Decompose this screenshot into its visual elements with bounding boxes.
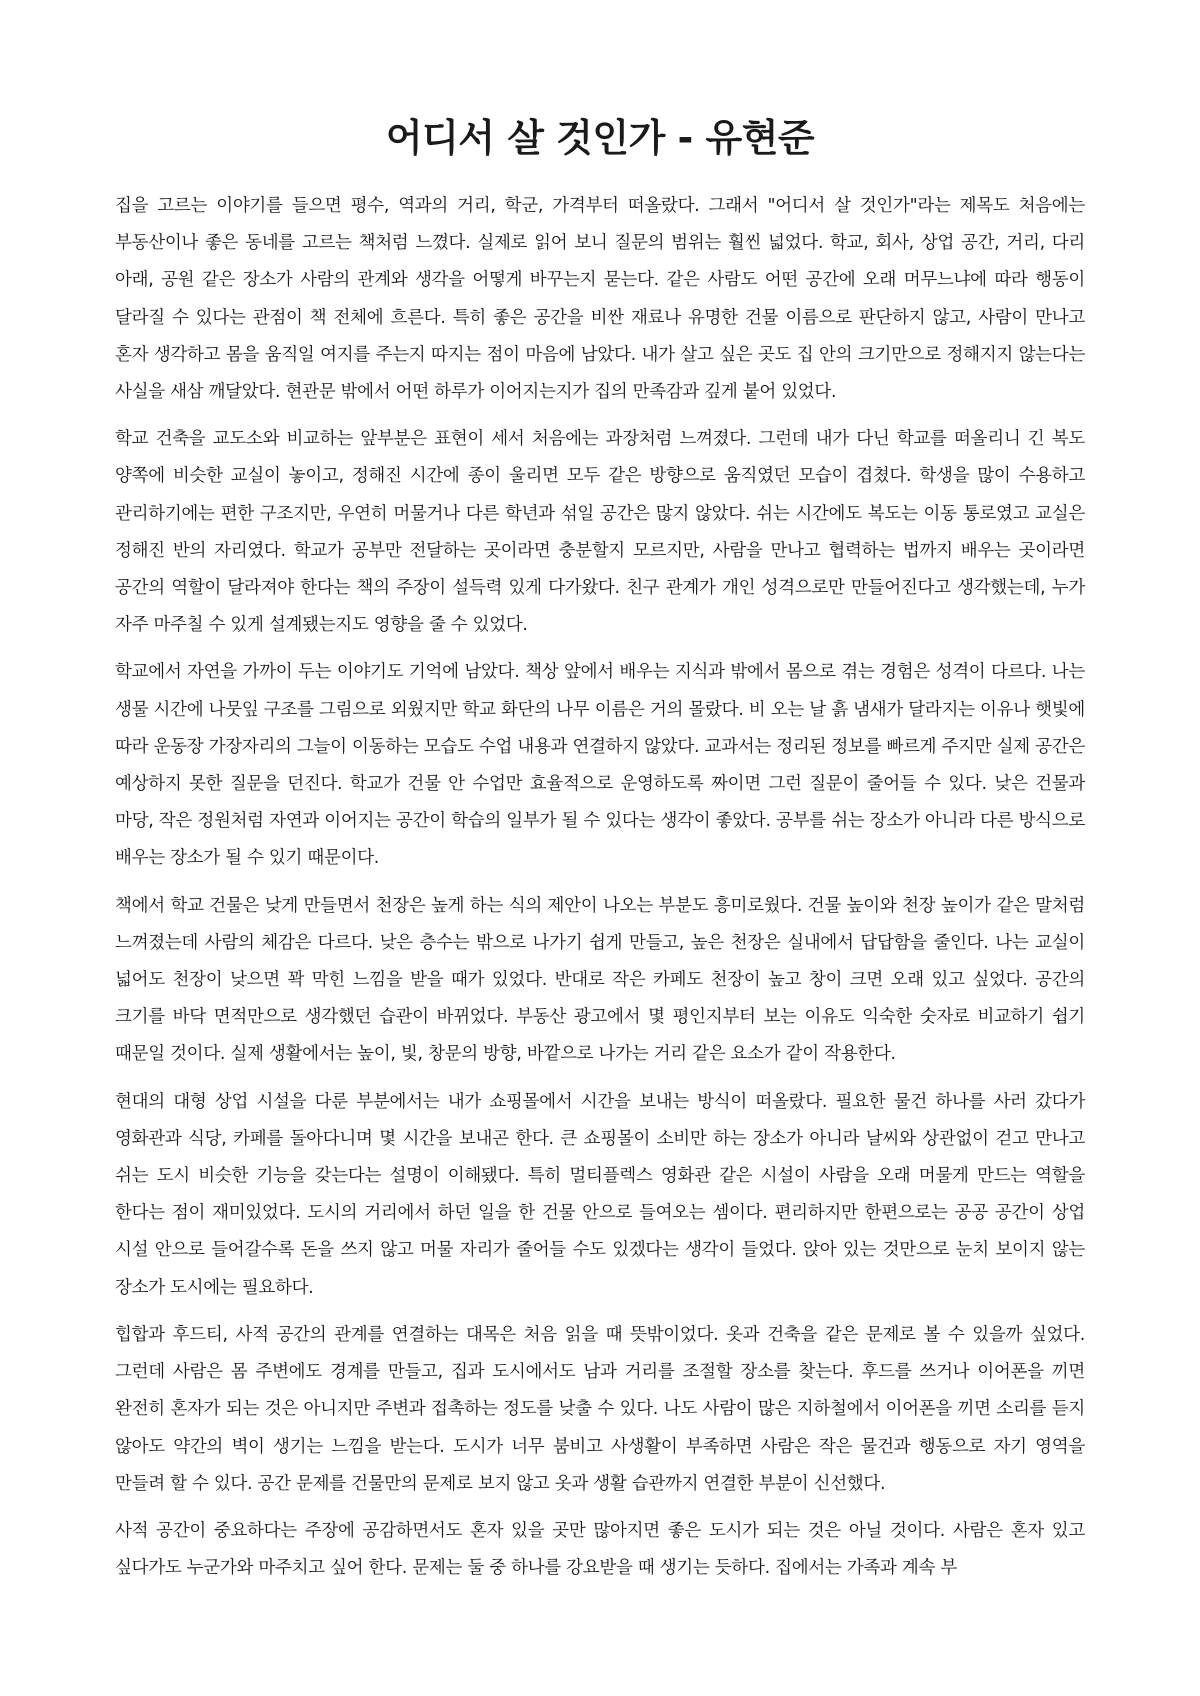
paragraph-3: 학교에서 자연을 가까이 두는 이야기도 기억에 남았다. 책상 앞에서 배우는 지식과 밖에서 몸으로 겪는 경험은 성격이 다르다. 나는 생물 시간에 나뭇잎 구조를 그림으로 외웠지만 학교 화단의 나무 이름은 거의 몰랐다. 비 오는 날 흙 냄새가 달라지는 이유나 햇빛에 따라 운동장 가장자리의 그늘이 이동하는 모습도 수업 내용과 연결하지 않았다. 교과서는 정리된 정보를 빠르게 주지만 실제 공간은 예상하지 못한 질문을 던진다. 학교가 건물 안 수업만 효율적으로 운영하도록 짜이면 그런 질문이 줄어들 수 있다. 낮은 건물과 마당, 작은 정원처럼 자연과 이어지는 공간이 학습의 일부가 될 수 있다는 생각이 좋았다. 공부를 쉬는 장소가 아니라 다른 방식으로 배우는 장소가 될 수 있기 때문이다.	[115, 662, 1085, 869]
paragraph-1: 집을 고르는 이야기를 들으면 평수, 역과의 거리, 학군, 가격부터 떠올랐다. 그래서 "어디서 살 것인가"라는 제목도 처음에는 부동산이나 좋은 동네를 고르는 책처럼 느꼈다. 실제로 읽어 보니 질문의 범위는 훨씬 넓었다. 학교, 회사, 상업 공간, 거리, 다리 아래, 공원 같은 장소가 사람의 관계와 생각을 어떻게 바꾸는지 묻는다. 같은 사람도 어떤 공간에 오래 머무느냐에 따라 행동이 달라질 수 있다는 관점이 책 전체에 흐른다. 특히 좋은 공간을 비싼 재료나 유명한 건물 이름으로 판단하지 않고, 사람이 만나고 혼자 생각하고 몸을 움직일 여지를 주는지 따지는 점이 마음에 남았다. 내가 살고 싶은 곳도 집 안의 크기만으로 정해지지 않는다는 사실을 새삼 깨달았다. 현관문 밖에서 어떤 하루가 이어지는지가 집의 만족감과 깊게 붙어 있었다.	[115, 196, 1085, 403]
document-body	[115, 188, 1085, 1597]
paragraph-2: 학교 건축을 교도소와 비교하는 앞부분은 표현이 세서 처음에는 과장처럼 느껴졌다. 그런데 내가 다닌 학교를 떠올리니 긴 복도 양쪽에 비슷한 교실이 놓이고, 정해진 시간에 종이 울리면 모두 같은 방향으로 움직였던 모습이 겹쳤다. 학생을 많이 수용하고 관리하기에는 편한 구조지만, 우연히 머물거나 다른 학년과 섞일 공간은 많지 않았다. 쉬는 시간에도 복도는 이동 통로였고 교실은 정해진 반의 자리였다. 학교가 공부만 전달하는 곳이라면 충분할지 모르지만, 사람을 만나고 협력하는 법까지 배우는 곳이라면 공간의 역할이 달라져야 한다는 책의 주장이 설득력 있게 다가왔다. 친구 관계가 개인 성격으로만 만들어진다고 생각했는데, 누가 자주 마주칠 수 있게 설계됐는지도 영향을 줄 수 있었다.	[115, 429, 1085, 636]
document-title: 어디서 살 것인가 - 유현준	[385, 116, 815, 160]
paragraph-4: 책에서 학교 건물은 낮게 만들면서 천장은 높게 하는 식의 제안이 나오는 부분도 흥미로웠다. 건물 높이와 천장 높이가 같은 말처럼 느껴졌는데 사람의 체감은 다르다. 낮은 층수는 밖으로 나가기 쉽게 만들고, 높은 천장은 실내에서 답답함을 줄인다. 나는 교실이 넓어도 천장이 낮으면 꽉 막힌 느낌을 받을 때가 있었다. 반대로 작은 카페도 천장이 높고 창이 크면 오래 있고 싶었다. 공간의 크기를 바닥 면적만으로 생각했던 습관이 바뀌었다. 부동산 광고에서 몇 평인지부터 보는 이유도 익숙한 숫자로 비교하기 쉽기 때문일 것이다. 실제 생활에서는 높이, 빛, 창문의 방향, 바깥으로 나가는 거리 같은 요소가 같이 작용한다.	[115, 895, 1085, 1065]
paragraph-7: 사적 공간이 중요하다는 주장에 공감하면서도 혼자 있을 곳만 많아지면 좋은 도시가 되는 것은 아닐 것이다. 사람은 혼자 있고 싶다가도 누군가와 마주치고 싶어 한다. 문제는 둘 중 하나를 강요받을 때 생기는 듯하다. 집에서는 가족과 계속 부	[115, 1520, 1085, 1579]
paragraph-5: 현대의 대형 상업 시설을 다룬 부분에서는 내가 쇼핑몰에서 시간을 보내는 방식이 떠올랐다. 필요한 물건 하나를 사러 갔다가 영화관과 식당, 카페를 돌아다니며 몇 시간을 보내곤 한다. 큰 쇼핑몰이 소비만 하는 장소가 아니라 날씨와 상관없이 걷고 만나고 쉬는 도시 비슷한 기능을 갖는다는 설명이 이해됐다. 특히 멀티플렉스 영화관 같은 시설이 사람을 오래 머물게 만드는 역할을 한다는 점이 재미있었다. 도시의 거리에서 하던 일을 한 건물 안으로 들여오는 셈이다. 편리하지만 한편으로는 공공 공간이 상업 시설 안으로 들어갈수록 돈을 쓰지 않고 머물 자리가 줄어들 수도 있겠다는 생각이 들었다. 앉아 있는 것만으로 눈치 보이지 않는 장소가 도시에는 필요하다.	[115, 1091, 1085, 1298]
paragraph-6: 힙합과 후드티, 사적 공간의 관계를 연결하는 대목은 처음 읽을 때 뜻밖이었다. 옷과 건축을 같은 문제로 볼 수 있을까 싶었다. 그런데 사람은 몸 주변에도 경계를 만들고, 집과 도시에서도 남과 거리를 조절할 장소를 찾는다. 후드를 쓰거나 이어폰을 끼면 완전히 혼자가 되는 것은 아니지만 주변과 접촉하는 정도를 낮출 수 있다. 나도 사람이 많은 지하철에서 이어폰을 끼면 소리를 듣지 않아도 약간의 벽이 생기는 느낌을 받는다. 도시가 너무 붐비고 사생활이 부족하면 사람은 작은 물건과 행동으로 자기 영역을 만들려 할 수 있다. 공간 문제를 건물만의 문제로 보지 않고 옷과 생활 습관까지 연결한 부분이 신선했다.	[115, 1324, 1085, 1494]
